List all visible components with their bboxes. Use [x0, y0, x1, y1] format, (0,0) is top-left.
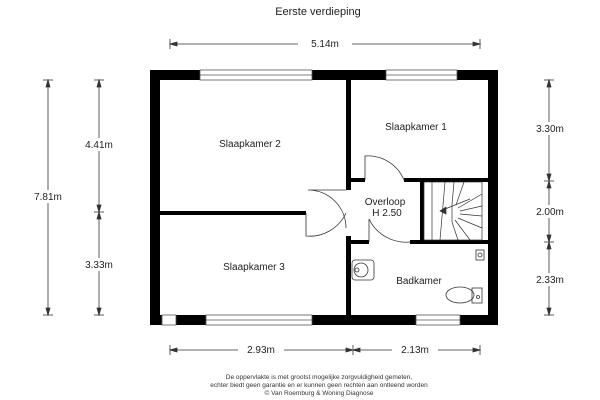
dimension-label-right-top: 3.30m	[536, 124, 564, 135]
disclaimer-line-1: De oppervlakte is met grootst mogelijke zorgvuldigheid gemeten,	[225, 374, 413, 381]
dimension-label-right-middle: 2.00m	[536, 207, 564, 218]
room-label-badkamer: Badkamer	[396, 276, 442, 287]
shower-icon	[476, 250, 484, 260]
dimension-label-right-bottom: 2.33m	[536, 275, 564, 286]
staircase	[424, 182, 482, 240]
room-label-overloop: Overloop	[364, 197, 406, 208]
dimension-label-top-width: 5.14m	[311, 39, 339, 50]
dimension-label-left-upper: 4.41m	[85, 140, 113, 151]
dimension-left-segments	[94, 80, 104, 315]
sink-icon	[352, 260, 374, 280]
dimension-label-bottom-right: 2.13m	[401, 345, 429, 356]
room-label-slaapkamer-1: Slaapkamer 1	[385, 122, 447, 133]
disclaimer-line-2: echter biedt geen garantie en er kunnen geen rechten aan ontleend worden	[210, 382, 428, 389]
room-height-overloop: H 2.50	[372, 208, 402, 219]
dimension-label-left-total: 7.81m	[34, 192, 62, 203]
toilet-icon	[446, 287, 482, 303]
room-label-slaapkamer-3: Slaapkamer 3	[223, 262, 285, 273]
room-label-slaapkamer-2: Slaapkamer 2	[219, 139, 281, 150]
plan-title: Eerste verdieping	[275, 6, 361, 18]
exterior-walls	[150, 70, 498, 325]
dimension-label-bottom-left: 2.93m	[247, 345, 275, 356]
dimension-label-left-lower: 3.33m	[85, 260, 113, 271]
disclaimer-line-3: © Van Roemburg & Woning Diagnose	[264, 390, 374, 397]
